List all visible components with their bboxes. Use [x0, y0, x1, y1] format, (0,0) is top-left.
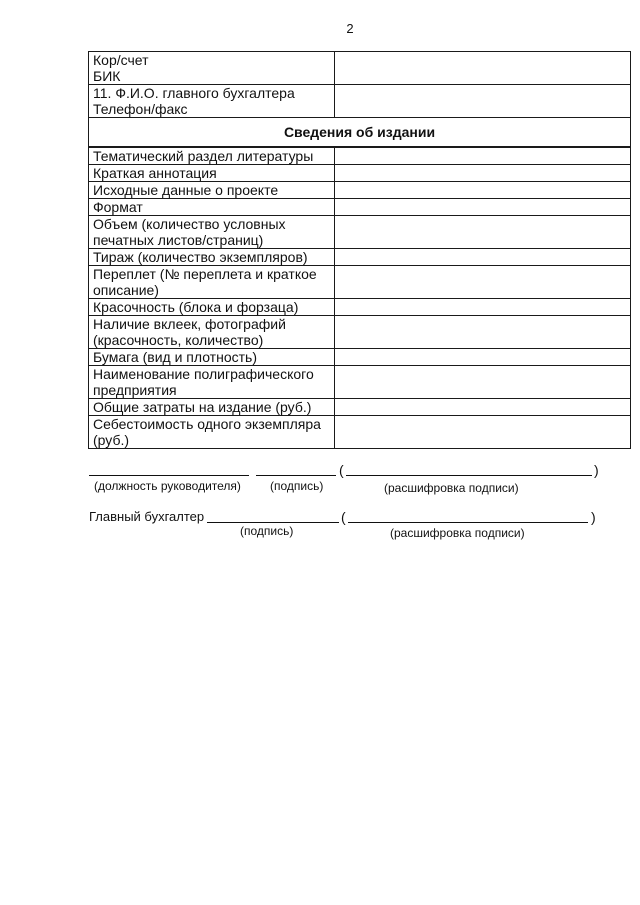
- head-signature-caption: (подпись): [270, 479, 324, 493]
- form-row: [89, 199, 631, 216]
- row-value-field[interactable]: [335, 399, 631, 416]
- row-value-field[interactable]: [335, 249, 631, 266]
- row-value-field[interactable]: [335, 52, 631, 85]
- row-label-line: Наличие вклеек, фотографий: [93, 316, 286, 332]
- head-position-caption: (должность руководителя): [94, 479, 241, 493]
- row-value-field[interactable]: [335, 416, 631, 449]
- row-value-field[interactable]: [335, 216, 631, 249]
- row-label-line: БИК: [93, 68, 121, 84]
- row-value-field[interactable]: [335, 316, 631, 349]
- row-label: [89, 85, 335, 118]
- row-label-line: Исходные данные о проекте: [93, 182, 279, 198]
- row-value-field[interactable]: [335, 299, 631, 316]
- head-decoding-caption: (расшифровка подписи): [384, 481, 519, 495]
- head-signature-line[interactable]: [256, 475, 336, 476]
- row-label: [89, 249, 335, 266]
- form-row: [89, 52, 631, 85]
- row-label-line: Телефон/факс: [93, 101, 188, 117]
- row-value-field[interactable]: [335, 199, 631, 216]
- row-label-line: Тираж (количество экземпляров): [93, 249, 308, 265]
- row-label: [89, 182, 335, 199]
- row-value-field[interactable]: [335, 366, 631, 399]
- row-label: [89, 52, 335, 85]
- form-row: [89, 399, 631, 416]
- accountant-close-paren: ): [591, 509, 596, 525]
- row-label: [89, 299, 335, 316]
- row-label-line: Кор/счет: [93, 52, 149, 68]
- row-label-line: (руб.): [93, 432, 130, 448]
- section-row: [89, 118, 631, 148]
- form-row: [89, 182, 631, 199]
- row-value-field[interactable]: [335, 266, 631, 299]
- accountant-decoding-caption: (расшифровка подписи): [390, 526, 525, 540]
- row-label: [89, 199, 335, 216]
- form-row: [89, 147, 631, 165]
- accountant-signature-line[interactable]: [207, 522, 339, 523]
- row-label-line: Переплет (№ переплета и краткое: [93, 266, 317, 282]
- form-row: [89, 366, 631, 399]
- row-value-field[interactable]: [335, 349, 631, 366]
- row-label-line: предприятия: [93, 382, 177, 398]
- row-label-line: Краткая аннотация: [93, 165, 217, 181]
- section-title: Сведения об издании: [89, 118, 631, 148]
- row-label-line: описание): [93, 282, 159, 298]
- row-label-line: Себестоимость одного экземпляра: [93, 416, 321, 432]
- form-row: [89, 349, 631, 366]
- row-label-line: Тематический раздел литературы: [93, 148, 314, 164]
- row-label: [89, 399, 335, 416]
- row-label: [89, 147, 335, 165]
- form-row: [89, 249, 631, 266]
- head-close-paren: ): [594, 462, 599, 478]
- form-row: [89, 266, 631, 299]
- form-row: [89, 316, 631, 349]
- head-decoding-line[interactable]: [346, 475, 592, 476]
- page-number: 2: [346, 21, 354, 36]
- row-label-line: 11. Ф.И.О. главного бухгалтера: [93, 85, 295, 101]
- form-row: [89, 416, 631, 449]
- row-label-line: Объем (количество условных: [93, 216, 286, 232]
- row-label: [89, 366, 335, 399]
- row-label: [89, 165, 335, 182]
- form-row: [89, 299, 631, 316]
- row-label-line: Бумага (вид и плотность): [93, 349, 257, 365]
- publication-form-table: [88, 51, 631, 449]
- row-value-field[interactable]: [335, 147, 631, 165]
- accountant-signature-caption: (подпись): [240, 524, 294, 538]
- accountant-label: Главный бухгалтер: [89, 509, 205, 524]
- row-label-line: Наименование полиграфического: [93, 366, 314, 382]
- head-position-line[interactable]: [89, 475, 249, 476]
- row-label: [89, 416, 335, 449]
- row-label-line: Красочность (блока и форзаца): [93, 299, 299, 315]
- form-row: [89, 216, 631, 249]
- row-label: [89, 266, 335, 299]
- row-label: [89, 349, 335, 366]
- row-value-field[interactable]: [335, 85, 631, 118]
- form-row: [89, 165, 631, 182]
- row-label: [89, 216, 335, 249]
- row-value-field[interactable]: [335, 182, 631, 199]
- row-label-line: (красочность, количество): [93, 332, 264, 348]
- accountant-decoding-line[interactable]: [348, 522, 588, 523]
- head-open-paren: (: [339, 462, 344, 478]
- row-value-field[interactable]: [335, 165, 631, 182]
- row-label-line: печатных листов/страниц): [93, 232, 264, 248]
- row-label: [89, 316, 335, 349]
- row-label-line: Формат: [93, 199, 143, 215]
- accountant-open-paren: (: [341, 509, 346, 525]
- row-label-line: Общие затраты на издание (руб.): [93, 399, 312, 415]
- form-row: [89, 85, 631, 118]
